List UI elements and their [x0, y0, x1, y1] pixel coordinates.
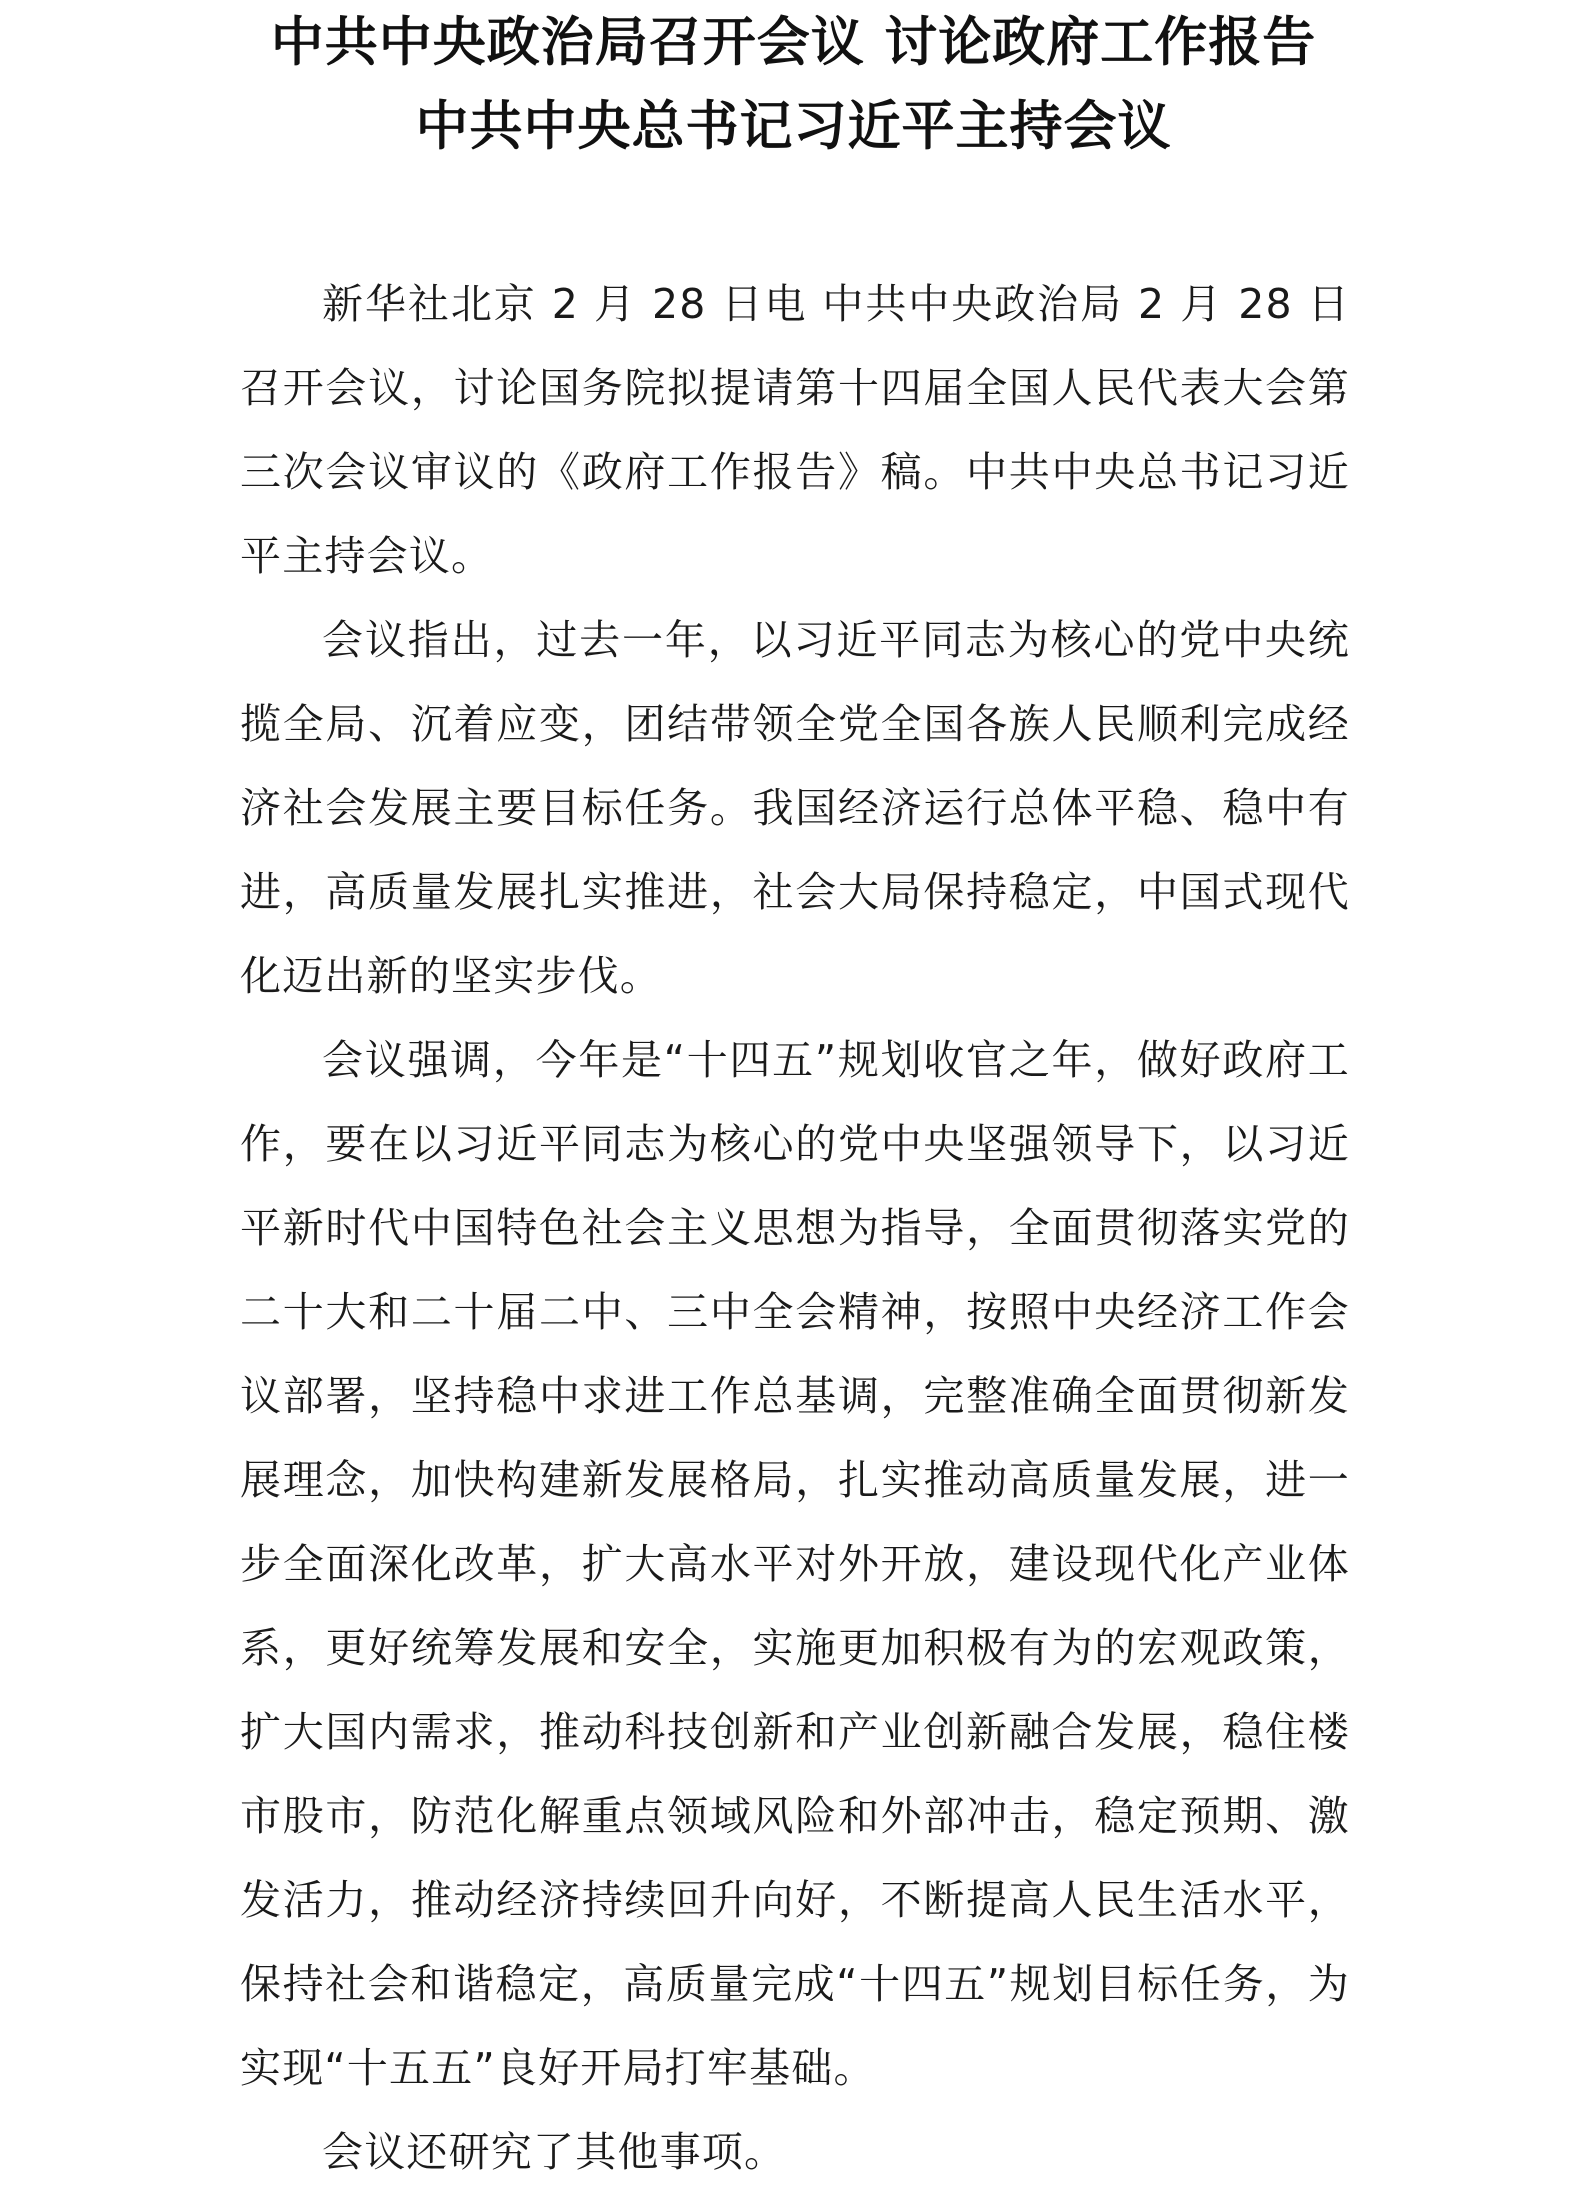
headline-main: 中共中央政治局召开会议 讨论政府工作报告	[270, 11, 1317, 73]
paragraph-emphasis: 会议强调，今年是“十四五”规划收官之年，做好政府工作，要在以习近平同志为核心的党中央坚强领导下，以习近平新时代中国特色社会主义思想为指导，全面贯彻落实党的二十大和二十届二中、三中全会精神，按照中央经济工作会议部署，坚持稳中求进工作总基调，完整准确全面贯彻新发展理念，加快构建新发展格局，扎实推动高质量发展，进一步全面深化改革，扩大高水平对外开放，建设现代化产业体系，更好统筹发展和安全，实施更加积极有为的宏观政策，扩大国内需求，推动科技创新和产业创新融合发展，稳住楼市股市，防范化解重点领域风险和外部冲击，稳定预期、激发活力，推动经济持续回升向好，不断提高人民生活水平，保持社会和谐稳定，高质量完成“十四五”规划目标任务，为实现“十五五”良好开局打牢基础。	[240, 1036, 1350, 2092]
paragraph-review: 会议指出，过去一年，以习近平同志为核心的党中央统揽全局、沉着应变，团结带领全党全国各族人民顺利完成经济社会发展主要目标任务。我国经济运行总体平稳、稳中有进，高质量发展扎实推进，社会大局保持稳定，中国式现代化迈出新的坚实步伐。	[240, 616, 1350, 1000]
paragraph-lead: 新华社北京 2 月 28 日电 中共中央政治局 2 月 28 日召开会议，讨论国务院拟提请第十四届全国人民代表大会第三次会议审议的《政府工作报告》稿。中共中央总书记习近平主持会议。	[240, 280, 1350, 580]
headline-sub: 中共中央总书记习近平主持会议	[415, 95, 1172, 157]
article-body	[240, 262, 1350, 2194]
paragraph-closing: 会议还研究了其他事项。	[322, 2128, 787, 2176]
